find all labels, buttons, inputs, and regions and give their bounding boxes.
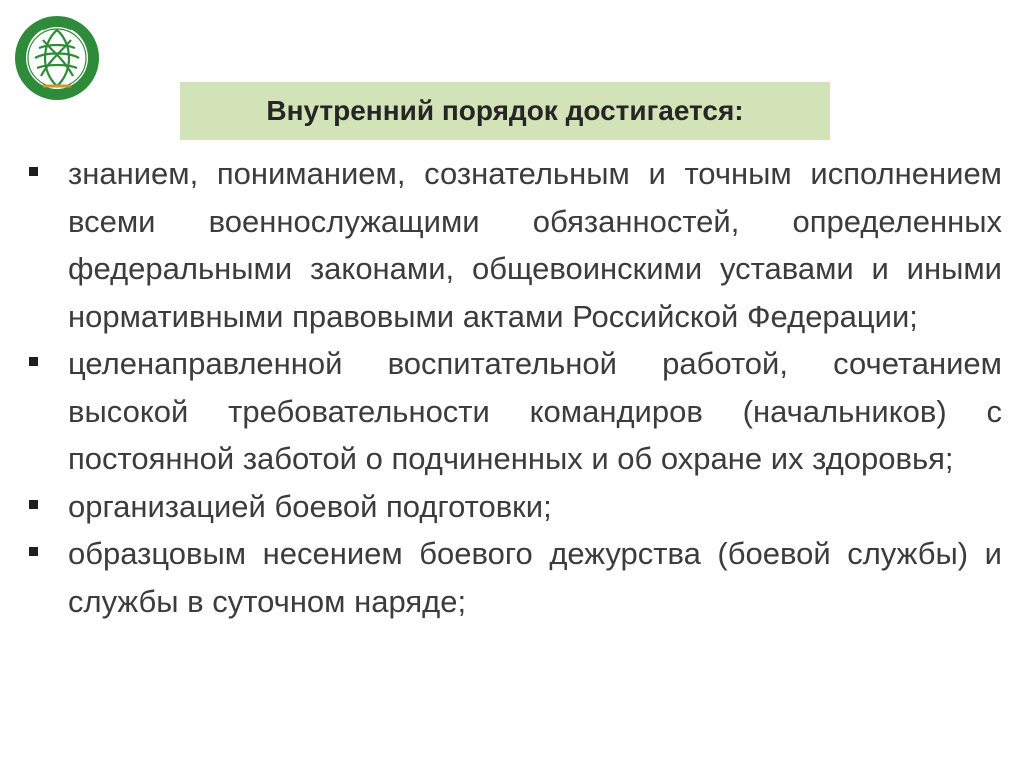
bullet-item — [26, 530, 1002, 625]
bullet-item-text: образцовым несением боевого дежурства (боевой службы) и службы в суточном наряде; — [68, 536, 1002, 619]
bullet-item — [26, 483, 1002, 531]
bullet-item-text: организацией боевой подготовки; — [68, 488, 552, 524]
bullet-item-text: знанием, пониманием, сознательным и точным исполнением всеми военнослужащими обязанностей, определенных федеральными законами, общевоинскими уставами и иными нормативными правовыми актами Российской Федерации; — [68, 156, 1002, 334]
slide-title-box — [180, 82, 830, 140]
bullet-item — [26, 150, 1002, 340]
square-bullet-icon — [29, 167, 38, 176]
bullet-item — [26, 340, 1002, 483]
square-bullet-icon — [29, 357, 38, 366]
square-bullet-icon — [29, 547, 38, 556]
slide-title: Внутренний порядок достигается: — [266, 95, 744, 126]
bullet-list — [26, 150, 1002, 625]
bullet-item-text: целенаправленной воспитательной работой, сочетанием высокой требовательности командиров (начальников) с постоянной заботой о подчиненных и об охране их здоровья; — [68, 346, 1002, 476]
square-bullet-icon — [29, 500, 38, 509]
university-emblem-icon — [13, 14, 101, 102]
